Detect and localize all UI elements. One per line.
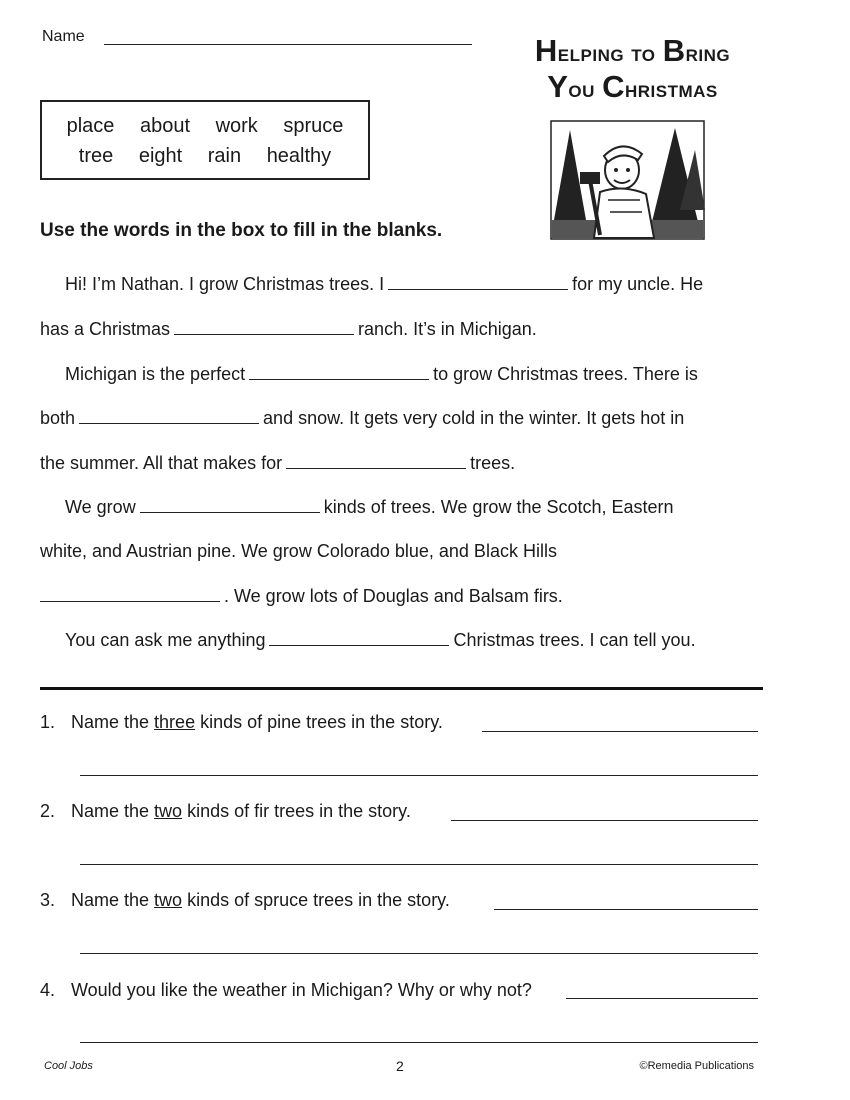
word-bank-word: place (66, 115, 115, 137)
fill-blank[interactable] (269, 631, 449, 646)
fill-blank[interactable] (140, 498, 320, 513)
story-line: Michigan is the perfect to grow Christmas trees. There is (65, 364, 698, 384)
answer-line[interactable] (80, 864, 758, 865)
name-field-line[interactable] (104, 44, 472, 45)
fill-blank[interactable] (174, 320, 354, 335)
fill-blank[interactable] (249, 365, 429, 380)
story-line: You can ask me anything Christmas trees. I can tell you. (65, 630, 696, 650)
answer-line[interactable] (482, 731, 758, 732)
fill-blank[interactable] (388, 275, 568, 290)
question-1: 1. Name the three kinds of pine trees in the story. (40, 712, 443, 732)
story-line: We grow kinds of trees. We grow the Scotch, Eastern (65, 497, 674, 517)
story-line: Hi! I’m Nathan. I grow Christmas trees. I for my uncle. He (65, 274, 704, 294)
fill-blank[interactable] (286, 454, 466, 469)
word-bank-row-2 (42, 145, 368, 168)
lumberjack-illustration (550, 120, 705, 240)
question-2: 2. Name the two kinds of fir trees in the story. (40, 801, 411, 821)
story-line: the summer. All that makes for trees. (40, 453, 516, 473)
word-bank-word: rain (207, 145, 242, 167)
word-bank-box (40, 100, 370, 180)
fill-blank[interactable] (79, 409, 259, 424)
answer-line[interactable] (80, 775, 758, 776)
word-bank-word: work (215, 115, 258, 137)
instructions: Use the words in the box to fill in the blanks. (40, 220, 443, 241)
answer-line[interactable] (451, 820, 758, 821)
word-bank-word: healthy (266, 145, 332, 167)
section-divider (40, 687, 763, 690)
page-number: 2 (396, 1058, 404, 1074)
word-bank-word: about (139, 115, 191, 137)
story-line: white, and Austrian pine. We grow Colorado blue, and Black Hills (40, 541, 557, 561)
story-line: . We grow lots of Douglas and Balsam firs. (40, 586, 563, 607)
page-title: Helping to Bring You Christmas (534, 33, 731, 104)
fill-blank[interactable] (40, 587, 220, 602)
word-bank-row-1 (42, 115, 368, 138)
answer-line[interactable] (494, 909, 758, 910)
answer-line[interactable] (80, 1042, 758, 1043)
footer-copyright: ©Remedia Publications (639, 1060, 754, 1072)
question-3: 3. Name the two kinds of spruce trees in the story. (40, 890, 450, 910)
answer-line[interactable] (566, 998, 758, 999)
story-line: has a Christmas ranch. It’s in Michigan. (40, 319, 537, 339)
footer-book-title: Cool Jobs (44, 1060, 93, 1072)
word-bank-word: eight (138, 145, 183, 167)
answer-line[interactable] (80, 953, 758, 954)
name-label: Name (42, 28, 85, 45)
word-bank-word: tree (78, 145, 114, 167)
word-bank-word: spruce (283, 115, 344, 137)
question-4: 4. Would you like the weather in Michigan? Why or why not? (40, 980, 532, 1000)
story-line: both and snow. It gets very cold in the winter. It gets hot in (40, 408, 685, 428)
